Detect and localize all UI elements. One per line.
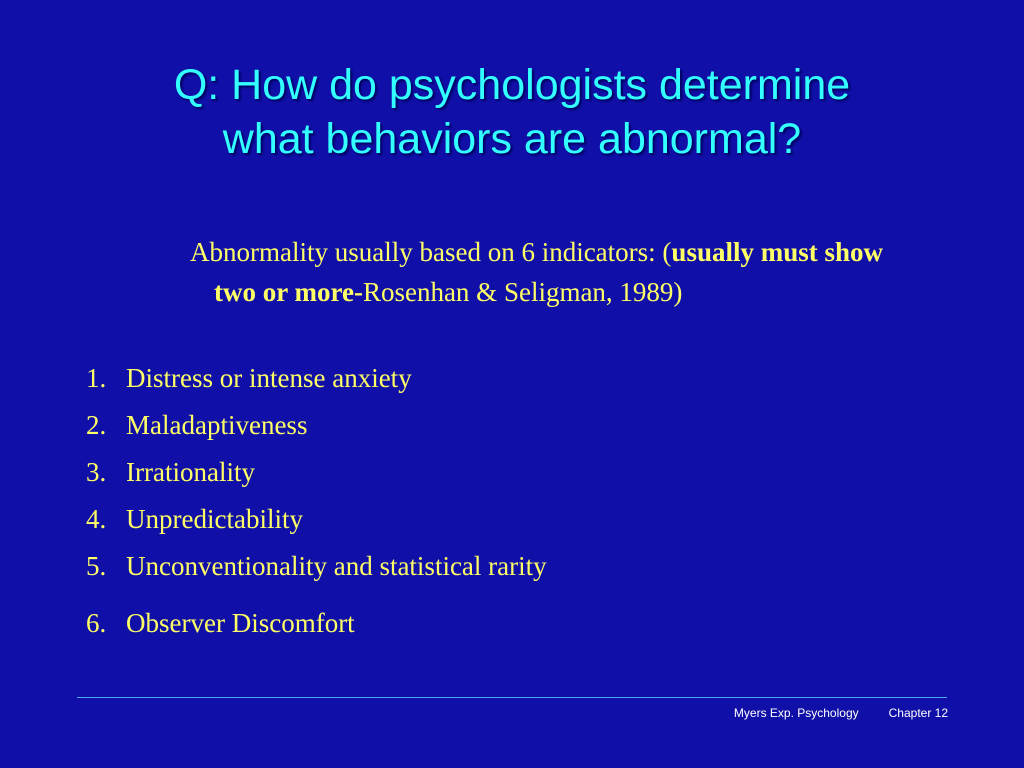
footer-divider bbox=[77, 697, 947, 698]
footer bbox=[734, 706, 948, 720]
footer-chapter: Chapter 12 bbox=[888, 706, 948, 720]
list-item bbox=[86, 603, 926, 650]
list-item-text: Irrationality bbox=[126, 457, 255, 487]
list-item bbox=[86, 358, 926, 405]
indicator-list bbox=[86, 358, 926, 650]
list-item-number: 5. bbox=[86, 551, 107, 581]
list-item bbox=[86, 499, 926, 546]
intro-bold-text: usually must show two or more- bbox=[214, 237, 883, 307]
slide-title-line-2: what behaviors are abnormal? bbox=[222, 115, 802, 163]
list-item-text: Observer Discomfort bbox=[126, 608, 355, 638]
footer-source: Myers Exp. Psychology bbox=[733, 706, 859, 720]
list-item bbox=[86, 405, 926, 452]
list-item-number: 2. bbox=[86, 410, 107, 440]
list-item-text: Maladaptiveness bbox=[126, 410, 308, 440]
intro-citation: Rosenhan & Seligman, 1989) bbox=[362, 277, 683, 307]
list-item bbox=[86, 452, 926, 499]
list-item-number: 6. bbox=[86, 608, 107, 638]
slide-title bbox=[60, 58, 964, 166]
list-item bbox=[86, 546, 926, 593]
list-item-text: Unconventionality and statistical rarity bbox=[126, 551, 547, 581]
list-item-number: 1. bbox=[86, 363, 107, 393]
list-item-number: 4. bbox=[86, 504, 107, 534]
list-item-text: Distress or intense anxiety bbox=[126, 363, 412, 393]
slide-title-line-1: Q: How do psychologists determine bbox=[173, 61, 851, 109]
intro-text-before: Abnormality usually based on 6 indicators: ( bbox=[190, 237, 672, 267]
list-item-text: Unpredictability bbox=[126, 504, 303, 534]
intro-paragraph bbox=[190, 232, 920, 312]
list-item-number: 3. bbox=[86, 457, 107, 487]
